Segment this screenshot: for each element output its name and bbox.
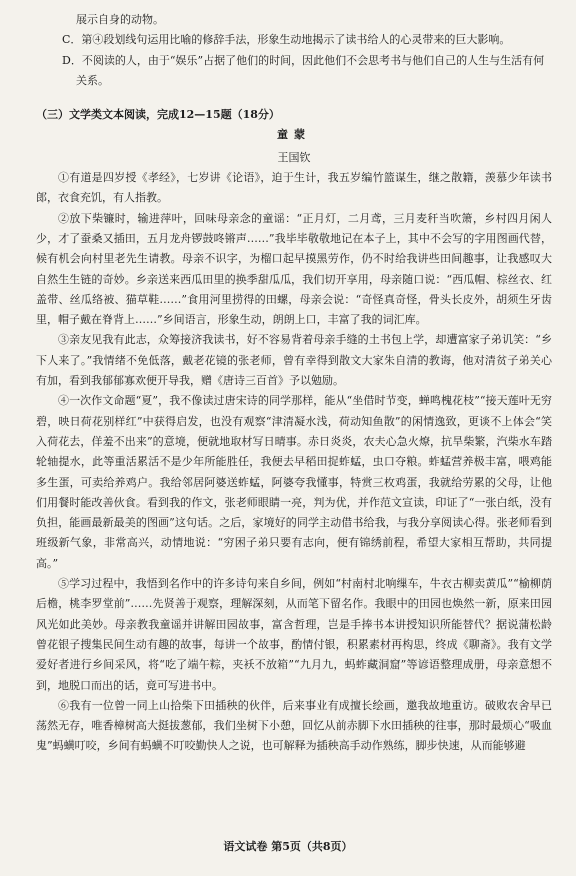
exam-page (36, 10, 552, 757)
article-title: 童蒙 (277, 128, 311, 142)
section-heading: （三）文学类文本阅读，完成12—15题（18分） (36, 108, 280, 122)
option-d: D．不阅读的人，由于“娱乐”占据了他们的时间，因此他们不会思考书与他们自己的人生与生活有何关系。 (62, 53, 545, 87)
paragraph-1: ①有道是四岁授《孝经》，七岁讲《论语》，迫于生计，我五岁编竹篮谋生，继之散籍，羡慕少年读书郎，衣食充饥，有人指教。 (36, 171, 552, 205)
page-footer: 语文试卷 第5页（共8页） (223, 840, 353, 853)
paragraph-3: ③亲友见我有此志，众筹接济我读书，好不容易背着母亲手缝的土书包上学，却遭富家子弟讥笑：“乡下人来了。”我情绪不免低落，戴老花镜的张老师，曾有幸得到散文大家朱自清的教诲，他对清贫子弟关心有加，看到我郁郁寡欢便开导我，赠《唐诗三百首》予以勉励。 (36, 333, 552, 388)
paragraph-6: ⑥我有一位曾一同上山拾柴下田插秧的伙伴，后来事业有成擅长绘画，邀我故地重访。破败农舍早已荡然无存，唯香樟树高大挺拔葱郁，我们坐树下小憩，回忆从前赤脚下水田插秧的往事，那时最烦心“吸血鬼”蚂蟥叮咬，乡间有蚂蟥不叮咬勤快人之说，也可解释为插秧高手动作熟练，脚步快速，从而能够避 (36, 698, 552, 753)
option-c: C．第④段划线句运用比喻的修辞手法，形象生动地揭示了读书给人的心灵带来的巨大影响。 (62, 33, 511, 47)
article-author: 王国钦 (277, 150, 311, 164)
paragraph-4: ④一次作文命题“夏”，我不像读过唐宋诗的同学那样，能从“坐借时节变，蝉鸣槐花枝”“接天莲叶无穷碧，映日荷花别样红”中获得启发，也没有观察“津清凝水浅，荷动知鱼散”的闲情逸致，更谈不上体会“笑入荷花去，佯羞不出来”的意境，便就地取材写日晴事。赤日炎炎，农夫心急火燎，抗旱柴繁，汽柴水车踏轮轴提水，此等重活累活不是少年所能胜任，我便去早稻田捉蚱蜢，虫口夺粮。蚱蜢营养极丰富，喂鸡能多生蛋，可卖给养鸡户。我给邻居阿婆送蚱蜢，阿婆夸我懂事，特赏三枚鸡蛋，我就给劳累的父母，让他们用餐时能改善伙食。看到我的作文，张老师眼睛一亮，判为优，并作范文宣读，印证了“一张白纸，没有负担，能画最新最美的图画”这句话。之后，家境好的同学主动借书给我，与我分享阅读心得。张老师看到班级新气象，非常高兴，动情地说：“穷困子弟只要有志向，便有锦绣前程，希望大家相互帮助，共同提高。” (36, 394, 552, 570)
paragraph-2: ②放下柴镰时，输进萍叶，回味母亲念的童谣：“正月灯，二月鸢，三月麦秆当吹箫，乡村四月闲人少，才了蚕桑又插田，五月龙舟锣鼓咚锵声……”我毕毕敬敬地记在本子上，其中不会写的字用图画代替，候有机会向村里老先生请教。母亲不识字，为榴口起早摸黑劳作，仍不时给我讲些田间趣事，让我感叹大自然生生链的奇妙。乡亲送来西瓜田里的换季甜瓜瓜，我们切开享用，母亲随口说：“西瓜帽、棕丝衣、红盖带、丝瓜络被、猫草鞋……”食用河里捞得的田螺，母亲会说：“奇怪真奇怪，骨头长皮外，胡须生牙齿里，帽子戴在脊背上……”乡间语言，形象生动，朗朗上口，丰富了我的词汇库。 (36, 211, 552, 327)
option-b-continuation: 展示自身的动物。 (76, 13, 164, 26)
paragraph-5: ⑤学习过程中，我悟到名作中的许多诗句来自乡间，例如“村南村北响缫车，牛衣古柳卖黄瓜”“榆柳荫后檐，桃李罗堂前”……先贤善于观察，理解深刻，从而笔下留名作。我眼中的田园也焕然一新，原来田园风光如此美妙。母亲教我童谣并讲解田园故事，富含哲理，岂是手捧书本讲授知识所能替代？据说蒲松龄曾花银子搜集民间生动有趣的故事，每讲一个故事，酌情付银，积累素材再构思，终成《聊斋》。我有文学爱好者进行乡间采风，将“吃了端午粽，夹袄不放箱”“九月九，蚂蚱藏洞窟”等谚语整理成册，母亲意想不到，地脱口而出的话，竟可写进书中。 (36, 577, 552, 692)
